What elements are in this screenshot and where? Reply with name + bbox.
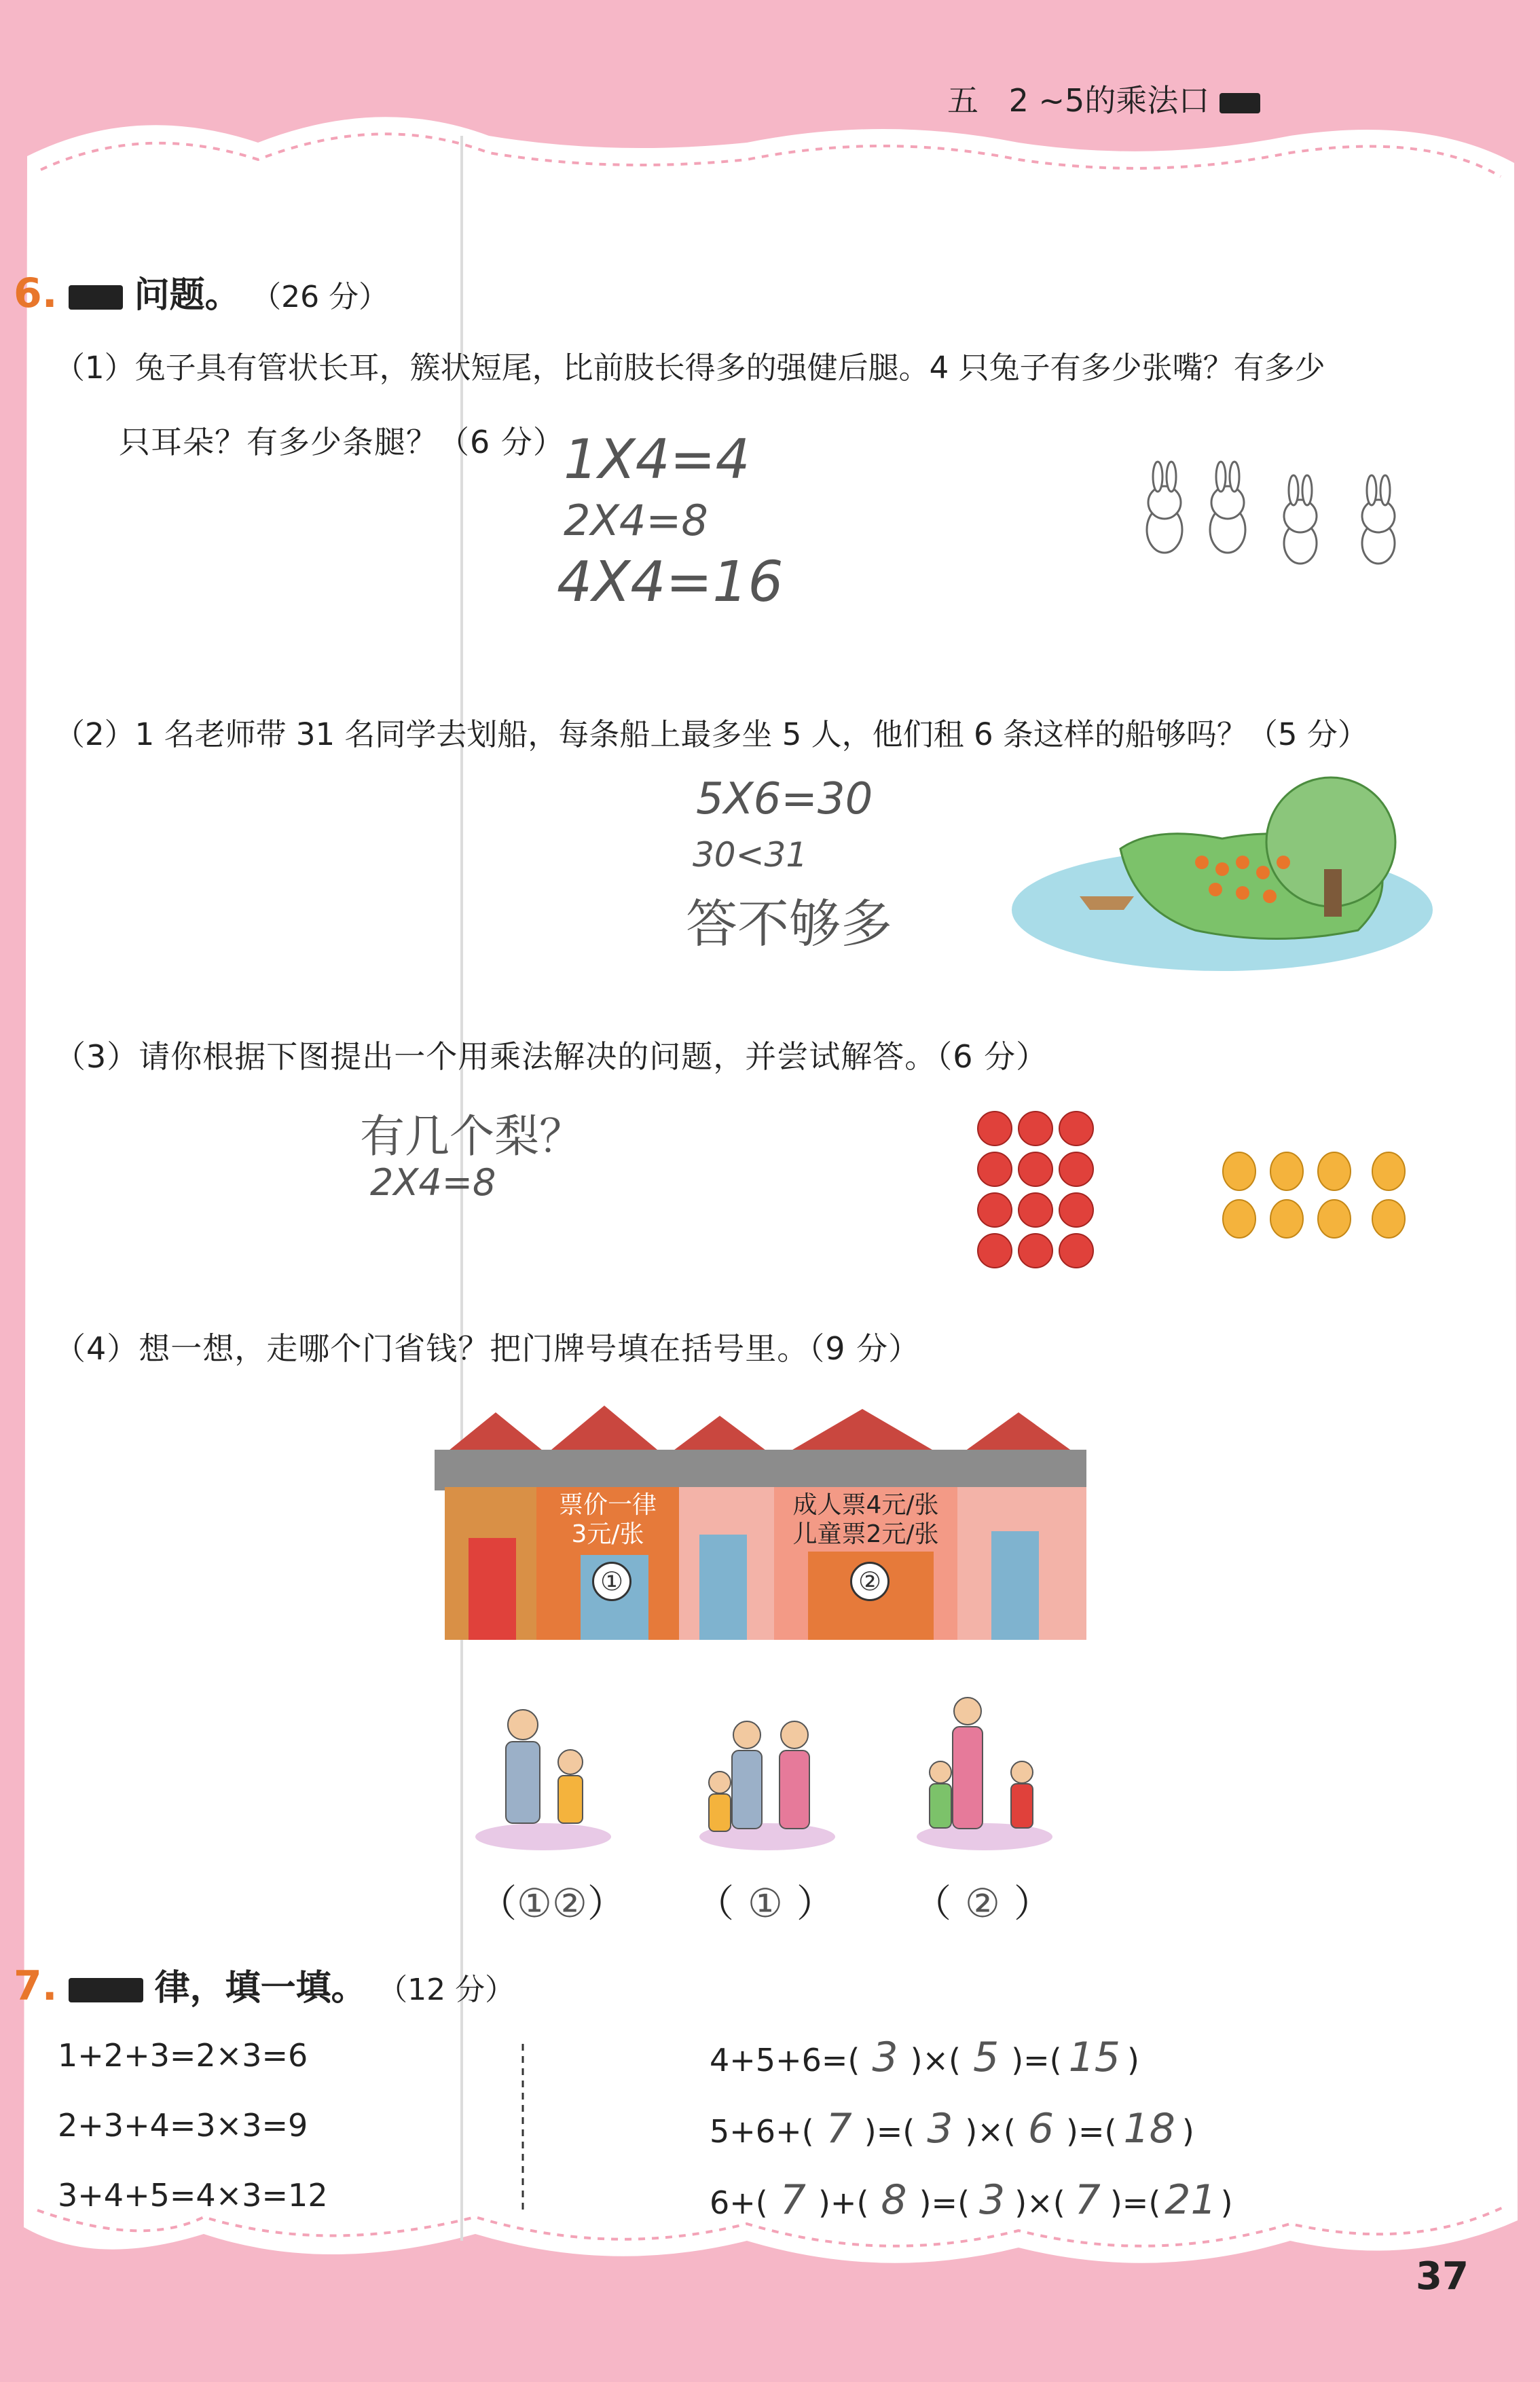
q6-part1-answer-3: 4X4=16 [557, 550, 784, 615]
q6-part3-answer-1: 有几个梨？ [360, 1110, 584, 1162]
question-6-title: 问题。 [134, 275, 240, 316]
question-6-score: （26 分） [251, 280, 389, 314]
question-7-score: （12 分） [378, 1973, 515, 2007]
question-6-heading [14, 266, 388, 317]
fill-3-b[interactable]: 7 [1074, 2176, 1101, 2224]
gate-2-number: ② [850, 1562, 890, 1601]
gate-1-sign [543, 1490, 672, 1549]
q6-part3-text: （3）请你根据下图提出一个用乘法解决的问题，并尝试解答。（6 分） [54, 1038, 1048, 1075]
gate-2-sign-line2: 儿童票2元/张 [792, 1520, 939, 1549]
redaction-bar [69, 285, 123, 310]
gate-1-number: ① [592, 1562, 631, 1601]
fill-2-c[interactable]: 18 [1123, 2105, 1175, 2152]
q6-part4-text: （4）想一想，走哪个门省钱？把门牌号填在括号里。（9 分） [54, 1330, 921, 1367]
fill-3-y[interactable]: 8 [881, 2176, 907, 2224]
fill-3-a[interactable]: 3 [979, 2176, 1006, 2224]
unit-label: 五 [947, 82, 978, 119]
fill-equation-2: 5+6+( 7 )=( 3 )×( 6 )=( 18 ) [710, 2105, 1194, 2152]
fill-1-b[interactable]: 5 [973, 2034, 1000, 2081]
family-3-answer-value: ② [965, 1880, 1000, 1926]
gate-2-sign [781, 1490, 951, 1549]
redaction-bar [69, 1978, 143, 2002]
fill-equation-1: 4+5+6=( 3 )×( 5 )=( 15 ) [710, 2034, 1139, 2081]
q6-part2-answer-2: 30<31 [693, 835, 808, 875]
fill-equation-3: 6+( 7 )+( 8 )=( 3 )×( 7 )=( 21 ) [710, 2176, 1233, 2224]
unit-title: 2 ~5的乘法口 [1008, 82, 1210, 119]
question-7-heading [14, 1959, 515, 2010]
redaction-bar [1220, 93, 1260, 113]
gate-2-sign-line1: 成人票4元/张 [792, 1491, 939, 1519]
family-2-answer: （ ① ） [696, 1880, 835, 1926]
fill-2-b[interactable]: 6 [1027, 2105, 1055, 2152]
q6-part1-line2: 只耳朵？有多少条腿？（6 分） [119, 424, 565, 460]
fill-2-x[interactable]: 7 [826, 2105, 852, 2152]
question-7-title: 律，填一填。 [154, 1968, 367, 2009]
family-1-answer: （①②） [479, 1880, 625, 1926]
q6-part1-answer-2: 2X4=8 [564, 496, 708, 545]
q6-part1-answer-1: 1X4=4 [564, 428, 750, 491]
question-6-number: 6. [14, 270, 58, 317]
family-2-answer-value: ① [748, 1880, 783, 1926]
fill-2-a[interactable]: 3 [927, 2105, 953, 2152]
family-1-answer-value: ①② [517, 1880, 587, 1926]
fill-3-c[interactable]: 21 [1165, 2176, 1217, 2224]
family-3-answer: （ ② ） [913, 1880, 1052, 1926]
q6-part1-line1: （1）兔子具有管状长耳，簇状短尾，比前肢长得多的强健后腿。4 只兔子有多少张嘴？有多少 [54, 350, 1325, 386]
gate-1-sign-line2: 3元/张 [571, 1520, 644, 1549]
gate-1-sign-line1: 票价一律 [558, 1491, 657, 1519]
q6-part2-answer-1: 5X6=30 [696, 774, 873, 824]
fill-1-c[interactable]: 15 [1068, 2034, 1120, 2081]
unit-header [947, 76, 1260, 121]
pattern-example-3: 3+4+5=4×3=12 [58, 2177, 328, 2214]
q6-part2-text: （2）1 名老师带 31 名同学去划船，每条船上最多坐 5 人，他们租 6 条这样的船够吗？（5 分） [54, 716, 1368, 752]
fill-1-a[interactable]: 3 [872, 2034, 898, 2081]
q6-part2-answer-3: 答不够多 [686, 894, 892, 954]
pattern-example-1: 1+2+3=2×3=6 [58, 2037, 308, 2074]
q6-part3-answer-2: 2X4=8 [370, 1161, 496, 1204]
pattern-example-2: 2+3+4=3×3=9 [58, 2107, 308, 2144]
page-number: 37 [1416, 2254, 1469, 2298]
fill-3-x[interactable]: 7 [780, 2176, 806, 2224]
question-7-number: 7. [14, 1962, 58, 2010]
